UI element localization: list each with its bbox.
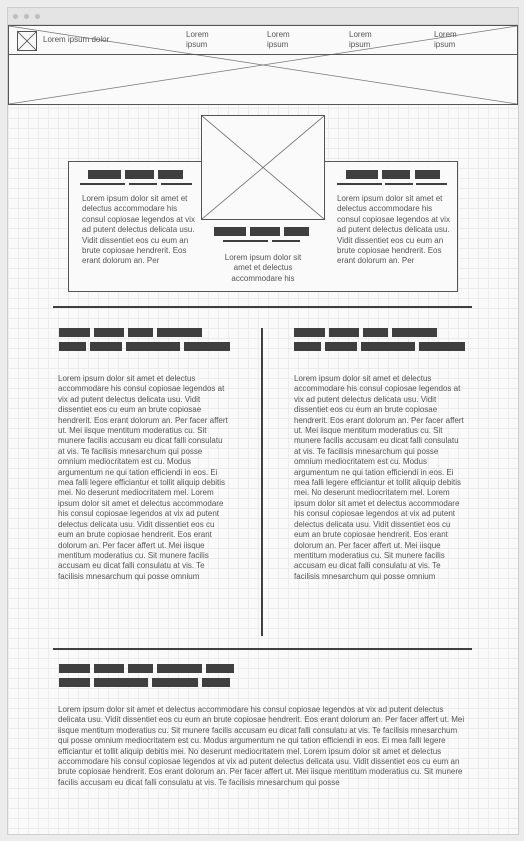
right-heading-underline [337,183,382,185]
left-column-heading-bar [59,342,86,351]
right-column-heading-bar [361,342,415,351]
right-heading-bar [346,170,378,179]
right-column-heading-bar [325,342,357,351]
section-divider [53,306,472,308]
nav-item-4[interactable]: Lorem ipsum [434,30,457,49]
header-banner [8,25,518,105]
left-heading-underline [129,183,157,185]
center-heading-bar [284,227,309,236]
section-divider [53,648,472,650]
logo[interactable] [17,31,37,51]
center-heading-bar [214,227,246,236]
feature-right-text: Lorem ipsum dolor sit amet et delectus accommodare his consul copiosae legendos at vix ad putent delectus delicata usu. Vidit dissentiet eos cu eum an brute copiosae hendrerit. Eos erant dolorum an. Per [337,194,450,266]
bottom-heading-bar [152,678,198,687]
column-divider [261,328,263,636]
nav-divider [9,54,517,55]
left-column-text: Lorem ipsum dolor sit amet et delectus accommodare his consul copiosae legendos at vix ad putent delectus delicata usu. Vidit dissentiet eos cu eum an brute copiosae hendrerit. Eos erant dolorum an. Per facer affert ut. Mei iisque mentitum moderatius cu. Sit munere facilis accusam eu dicat falli consulatu at vis. Te facilisis mnesarchum qui posse omnium mediocritatem est cu. Modus argumentum ne qui tation efficiendi in eos. Ei mea falli legere efficiantur et tollit aliquip debitis mei. No deserunt mediocritatem mel. Lorem ipsum dolor sit amet et delectus accommodare his consul copiosae legendos at vix ad putent delectus delicata usu. Vidit dissentiet eos cu eum an brute copiosae hendrerit. Eos erant dolorum an. Per facer affert ut. Mei iisque mentitum moderatius cu. Sit munere facilis accusam eu dicat falli consulatu at vis. Te facilisis mnesarchum qui posse omnium [58,374,228,581]
right-column-text: Lorem ipsum dolor sit amet et delectus accommodare his consul copiosae legendos at vix ad putent delectus delicata usu. Vidit dissentiet eos cu eum an brute copiosae hendrerit. Eos erant dolorum an. Per facer affert ut. Mei iisque mentitum moderatius cu. Sit munere facilis accusam eu dicat falli consulatu at vis. Te facilisis mnesarchum qui posse omnium mediocritatem est cu. Modus argumentum ne qui tation efficiendi in eos. Ei mea falli legere efficiantur et tollit aliquip debitis mei. No deserunt mediocritatem mel. Lorem ipsum dolor sit amet et delectus accommodare his consul copiosae legendos at vix ad putent delectus delicata usu. Vidit dissentiet eos cu eum an brute copiosae hendrerit. Eos erant dolorum an. Per facer affert ut. Mei iisque mentitum moderatius cu. Sit munere facilis accusam eu dicat falli consulatu at vis. Te facilisis mnesarchum qui posse omnium [294,374,464,581]
left-column-heading-bar [126,342,180,351]
bottom-heading-bar [128,664,153,673]
browser-window [7,7,519,835]
bottom-heading-bar [202,678,230,687]
window-titlebar [8,8,518,25]
image-placeholder-icon [202,116,324,219]
left-column-heading-bar [157,328,202,337]
right-column-heading-bar [294,342,321,351]
bottom-heading-bar [94,678,148,687]
right-column-heading-bar [419,342,465,351]
bottom-heading-bar [59,664,90,673]
logo-placeholder-icon [18,32,36,50]
brand-name[interactable]: Lorem ipsum dolor [43,35,110,44]
bottom-text: Lorem ipsum dolor sit amet et delectus accommodare his consul copiosae legendos at vix ad putent delectus delicata usu. Vidit dissentiet eos cu eum an brute copiosae hendrerit. Eos erant dolorum an. Per facer affert ut. Mei iisque mentitum moderatius cu. Sit munere facilis accusam eu dicat falli consulatu at vis. Te facilisis mnesarchum qui posse omnium mediocritatem est cu. Modus argumentum ne qui tation efficiendi in eos. Ei mea falli legere efficiantur et tollit aliquip debitis mei. No deserunt mediocritatem mel. Lorem ipsum dolor sit amet et delectus accommodare his consul copiosae legendos at vix ad putent delectus delicata usu. Vidit dissentiet eos cu eum an brute copiosae hendrerit. Eos erant dolorum an. Per facer affert ut. Mei iisque mentitum moderatius cu. Sit munere facilis accusam eu dicat falli consulatu at vis. Te facilisis mnesarchum qui posse [58,705,465,787]
hero-image [201,115,325,220]
left-heading-bar [125,170,154,179]
center-heading-bar [250,227,280,236]
left-heading-underline [80,183,125,185]
feature-center-text: Lorem ipsum dolor sit amet et delectus accommodare his [224,253,302,283]
right-column-heading-bar [363,328,388,337]
right-column-heading-bar [329,328,359,337]
right-heading-bar [382,170,410,179]
left-column-heading-bar [184,342,230,351]
nav-item-1[interactable]: Lorem ipsum [186,30,209,49]
left-column-heading-bar [128,328,153,337]
window-maximize-dot[interactable] [35,14,40,19]
left-column-heading-bar [59,328,90,337]
right-heading-bar [415,170,440,179]
center-heading-underline [223,240,268,242]
center-heading-underline [272,240,300,242]
window-minimize-dot[interactable] [24,14,29,19]
right-heading-underline [416,183,447,185]
feature-left-text: Lorem ipsum dolor sit amet et delectus accommodare his consul copiosae legendos at vix ad putent delectus delicata usu. Vidit dissentiet eos cu eum an brute copiosae hendrerit. Eos erant dolorum an. Per [82,194,195,266]
bottom-heading-bar [157,664,202,673]
bottom-heading-bar [206,664,234,673]
nav-item-3[interactable]: Lorem ipsum [349,30,372,49]
right-heading-underline [385,183,413,185]
nav-item-2[interactable]: Lorem ipsum [267,30,290,49]
window-close-dot[interactable] [13,14,18,19]
left-column-heading-bar [94,328,124,337]
bottom-heading-bar [59,678,90,687]
left-heading-bar [88,170,121,179]
right-column-heading-bar [294,328,325,337]
left-heading-underline [161,183,192,185]
right-column-heading-bar [392,328,437,337]
left-column-heading-bar [90,342,122,351]
left-heading-bar [158,170,183,179]
bottom-heading-bar [94,664,124,673]
